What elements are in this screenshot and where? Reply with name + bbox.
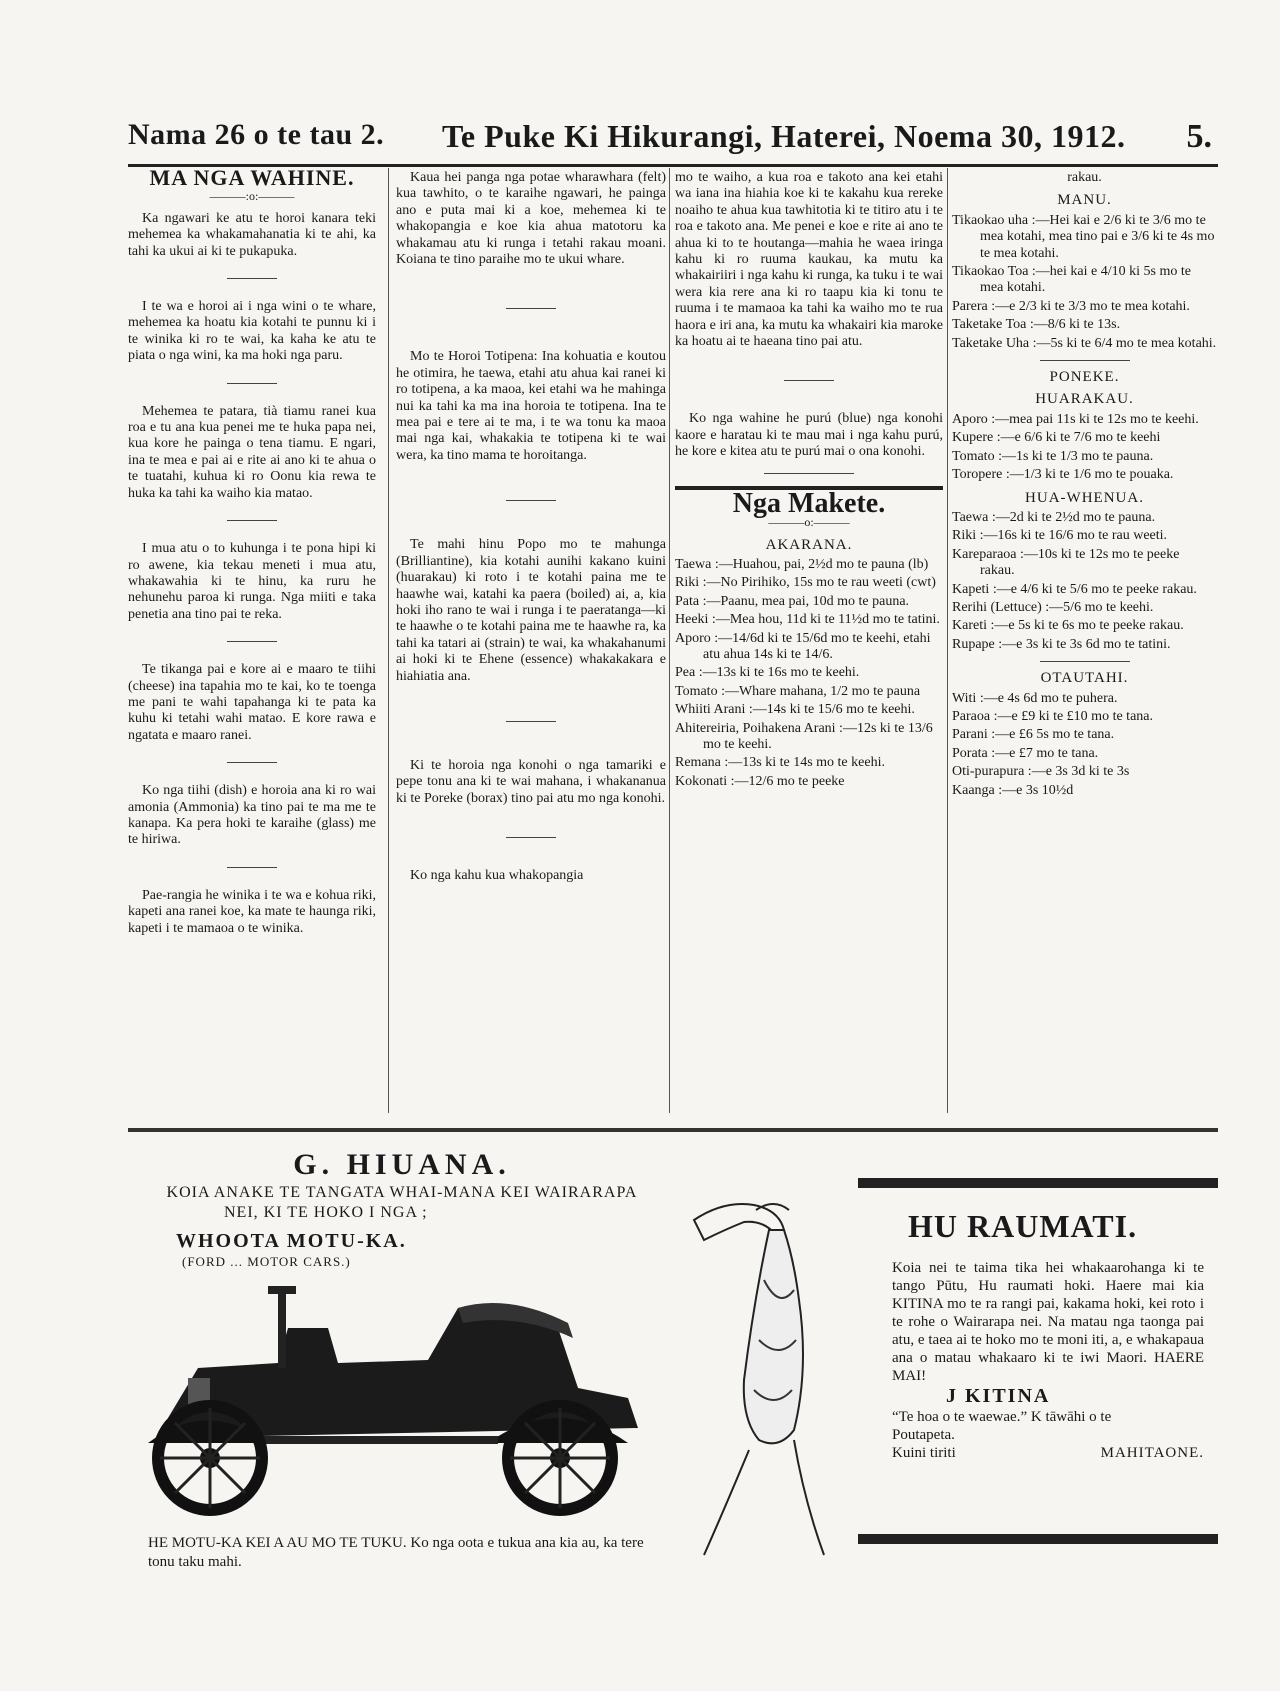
divider [227,641,277,642]
divider [227,762,277,763]
column-rule [947,168,948,1113]
issue-number: Nama 26 o te tau 2. [128,118,385,151]
market-entry: Tomato :—1s ki te 1/3 mo te pauna. [952,448,1154,464]
advert-address [892,1408,1204,1462]
masthead [128,118,1218,167]
column-wahine [128,165,376,943]
market-entry: Tomato :—Whare mahana, 1/2 mo te pauna [675,683,921,699]
advert-address-line: Poutapeta. [892,1427,955,1443]
market-entry: Toropere :—1/3 ki te 1/6 mo te pouaka. [952,467,1174,483]
market-entry: Aporo :—mea pai 11s ki te 12s mo te keehi. [952,411,1199,427]
column-rule [669,168,670,1113]
article-paragraph: Ko nga kahu kua whakopangia [410,868,584,884]
divider [227,520,277,521]
article-paragraph: Te mahi hinu Popo mo te mahunga (Brilliantine), kia kotahi aunihi kakano kuini (huarakau) ki roto i te kotahi paina me te haawhe wai, katahi ka paera (boiled) ai, a, kia hoki iho rano te wai i runga i te paeratanga—ki te haawhe o te kotahi paina me te haawhe ra, ka tahi ka tatari ai (strain) te wai, ka whakahanumi ai hoki ki te Ehene (essence) whakakakara e hiahiatia ana. [396,537,666,684]
advert-footer-lead: HE MOTU-KA KEI A AU MO TE TUKU. [148,1535,407,1551]
market-entry: Heeki :—Mea hou, 11d ki te 11½d mo te tatini. [675,612,940,628]
advert-footer-text: Ko nga oota e tukua ana kia au, ka tere tonu taku mahi. [148,1535,644,1570]
market-entry: Pata :—Paanu, mea pai, 10d mo te pauna. [675,593,910,609]
divider [506,721,556,722]
market-entry: Witi :—e 4s 6d mo te puhera. [952,690,1118,706]
advert-section-rule [128,1128,1218,1132]
market-entry: Taewa :—2d ki te 2½d mo te pauna. [952,509,1156,525]
article-paragraph: Ko nga wahine he purú (blue) nga konohi kaore e haratau ki te mau mai i nga kahu purú, he kore e kitea atu te purú mai o ona konohi. [675,411,943,460]
market-entry: Kupere :—e 6/6 ki te 7/6 mo te keehi [952,430,1161,446]
continued-text: rakau. [1067,170,1102,185]
advert-street: Kuini tiriti [892,1445,956,1461]
column-four [952,170,1217,801]
market-region-poneke: PONEKE. [1049,369,1120,386]
advert-line: NEI, KI TE HOKO I NGA ; [224,1204,428,1221]
advert-town: MAHITAONE. [1100,1445,1204,1461]
market-entry: Remana :—13s ki te 14s mo te keehi. [675,755,885,771]
article-paragraph: Pae-rangia he winika i te wa e kohua riki, kapeti ana ranei koe, ka mate te haunga riki, kapeti i te mamaoa o te winika. [128,887,376,936]
column-two [396,170,666,891]
market-entry: Taketake Uha :—5s ki te 6/4 mo te mea kotahi. [952,335,1217,351]
market-entry: Whiiti Arani :—14s ki te 15/6 mo te keehi. [675,702,915,718]
divider [1040,360,1130,361]
market-entry: Kareparaoa :—10s ki te 12s mo te peeke rakau. [952,546,1180,579]
market-entry: Kapeti :—e 4/6 ki te 5/6 mo te peeke rakau. [952,581,1197,597]
divider [506,308,556,309]
divider [227,278,277,279]
market-section-huarakau: HUARAKAU. [1035,391,1134,408]
article-paragraph: Te tikanga pai e kore ai e maaro te tiihi (cheese) ina tapahia mo te kai, ko te toenga me pani te wahi tapahanga ki te pata ka kuhu ki tetahi wahi matao. E kore rawa e ngatata e maaro ranei. [128,662,376,743]
advert-brand: (FORD ... MOTOR CARS.) [182,1254,351,1269]
motor-car-illustration [128,1268,676,1518]
advert-hu-raumati [858,1178,1218,1544]
market-region-otautahi: OTAUTAHI. [1040,670,1129,687]
market-entry: Porata :—e £7 mo te tana. [952,745,1099,761]
article-paragraph: Mehemea te patara, tià tiamu ranei kua roa e tu ana kua penei me te huka papa nei, kua kore he painga o tena tiamu. E ngari, ina te mea e pai ai e rite ai ano ki te ahua o te tuatahi, kuhua ki ro Oonu kia rewa te huka ka tahi ka waiho kia matao. [128,403,376,501]
market-region-akarana: AKARANA. [765,536,853,553]
market-section-manu: MANU. [1057,192,1112,209]
market-entry: Ahitereiria, Poihakena Arani :—12s ki te 13/6 mo te keehi. [675,720,933,752]
article-paragraph: Mo te Horoi Totipena: Ina kohuatia e koutou he otimira, he taewa, etahi atu ahua kai ranei ki ro totipena, a ka maoa, kei etahi wa he mahinga nui ka tahi ka ma ina horoia te totipena. Ina te mea pai e tere ai te ma, i te wa tonu ka maoa mai nga kai, whakakia te totipena ki te wai wera, ka tino mama te horoitanga. [396,349,666,463]
market-entry: Aporo :—14/6d ki te 15/6d mo te keehi, etahi atu ahua 14s ki te 14/6. [675,630,931,662]
divider [227,867,277,868]
market-entry: Rerihi (Lettuce) :—5/6 mo te keehi. [952,599,1154,615]
divider [764,473,854,474]
advert-line: KOIA ANAKE TE TANGATA WHAI-MANA KEI WAIRARAPA [166,1184,638,1201]
article-paragraph: I te wa e horoi ai i nga wini o te whare, mehemea ka hoatu kia kotahi te punnu ki i te winika ki ro te wai, ka kaha ke atu te piata o nga wini, ka ma hoki nga paru. [128,299,376,364]
ornament-divider: ———o:——— [768,515,850,530]
market-entry: Kaanga :—e 3s 10½d [952,782,1074,798]
advert-address-line: “Te hoa o te waewae.” K tāwāhi o te [892,1409,1112,1425]
divider [227,383,277,384]
column-three [675,170,943,792]
market-entry: Pea :—13s ki te 16s mo te keehi. [675,665,860,681]
market-entry: Rupape :—e 3s ki te 3s 6d mo te tatini. [952,636,1171,652]
market-entry: Taketake Toa :—8/6 ki te 13s. [952,317,1121,333]
advert-address-line [892,1444,1204,1462]
market-entry: Tikaokao uha :—Hei kai e 2/6 ki te 3/6 mo te mea kotahi, mea tino pai e 3/6 ki te 4s mo te mea kotahi. [952,212,1215,261]
advert-name: G. HIUANA. [293,1148,511,1181]
market-entry: Taewa :—Huahou, pai, 2½d mo te pauna (lb) [675,556,929,572]
advert-footer [148,1534,668,1572]
market-entry: Parani :—e £6 5s mo te tana. [952,727,1115,743]
advert-product: WHOOTA MOTU-KA. [176,1230,407,1252]
hand-holding-shoe-illustration [684,1150,834,1560]
article-paragraph: Kaua hei panga nga potae wharawhara (felt) kua tawhito, o te karaihe ngawari, he painga ano e puta mai ki a koe, mehemea ki te whakopangia e koe kia ahua matotoru ka whakamau atu ki runga i tetahi rakau moani. Koiana te tino paraihe mo te ukui whare. [396,170,666,268]
article-paragraph: Ki te horoia nga konohi o nga tamariki e pepe tonu ana ki te wai mahana, i whakananua ki te Poreke (borax) tino pai atu mo nga konohi. [396,757,666,806]
market-entry: Kokonati :—12/6 mo te peeke [675,773,845,789]
divider [506,500,556,501]
market-entry: Parera :—e 2/3 ki te 3/3 mo te mea kotahi. [952,298,1190,314]
market-section-huawhenua: HUA-WHENUA. [1025,489,1144,506]
market-entry: Riki :—16s ki te 16/6 mo te rau weeti. [952,528,1168,544]
column-rule [388,168,389,1113]
article-paragraph: mo te waiho, a kua roa e takoto ana kei etahi wa iana ina hiahia koe ki te kakahu kua rereke noaiho te ahua kua tawhitotia ki te titiro atu i te roa e takoto ana. Me penei e koe e rite ai ano te ahua ki to te houtanga—mahia he waea iringa kahu ki ro ruuma kaukau, ka mutu ka whakairiiri i nga kahu ki runga, ka tuku i te wai wera kia rere ana ki ro taapu kia ki tonu te ruuma i te mamaoa ka tahi ka waiho mo te rua haora e iri ana, ka mutu ka whakairi kia maroke ka hoatu ai te haeana tino pai atu. [675,170,943,350]
article-paragraph: I mua atu o to kuhunga i te pona hipi ki ro awene, kia tekau meneti i mua atu, whakawahia ki te hinu, ka ruru he nehunehu paroa ki runga. Nga miiti e taka penetia ana tino pai te reka. [128,541,376,622]
divider [784,380,834,381]
article-paragraph: Ka ngawari ke atu te horoi kanara teki mehemea ka whakamahanatia ki te ahi, ka tahi ka ukui ai ki te pukapuka. [128,210,376,259]
ornament-divider: ———:o:——— [209,189,295,204]
advert-body: Koia nei te taima tika hei whakaarohanga ki te tango Pūtu, Hu raumati hoki. Haere mai kia KITINA mo te ra rangi pai, kakama hoki, kei roto i te rohe o Wairarapa nei. Na matau nga taonga pai atu, e taea ai te hoko mo te moni iti, a, e whakapaua ana o matau whakaaro ki te iwi Maori. HAERE MAI! [892,1260,1204,1384]
market-entry: Paraoa :—e £9 ki te £10 mo te tana. [952,708,1153,724]
market-entry: Tikaokao Toa :—hei kai e 4/10 ki 5s mo te mea kotahi. [952,264,1191,296]
market-entry: Riki :—No Pirihiko, 15s mo te rau weeti (cwt) [675,575,936,591]
divider [506,837,556,838]
divider [1040,661,1130,662]
article-paragraph: Ko nga tiihi (dish) e horoia ana ki ro wai amonia (Ammonia) ka tino pai te ma me te kanapa. Ka pera hoki te karaihe (glass) me te hiriwa. [128,783,376,848]
advert-merchant-name: J KITINA [946,1385,1051,1407]
market-entry: Oti-purapura :—e 3s 3d ki te 3s [952,764,1130,780]
advert-title: HU RAUMATI. [908,1208,1138,1244]
market-entry: Kareti :—e 5s ki te 6s mo te peeke rakau. [952,618,1184,634]
article-title: MA NGA WAHINE. [149,165,355,190]
advert-motor-car [128,1148,676,1578]
newspaper-title: Te Puke Ki Hikurangi, Haterei, Noema 30, 1912. [442,118,1126,154]
page-number: 5. [1186,118,1212,155]
market-title: Nga Makete. [732,487,886,519]
